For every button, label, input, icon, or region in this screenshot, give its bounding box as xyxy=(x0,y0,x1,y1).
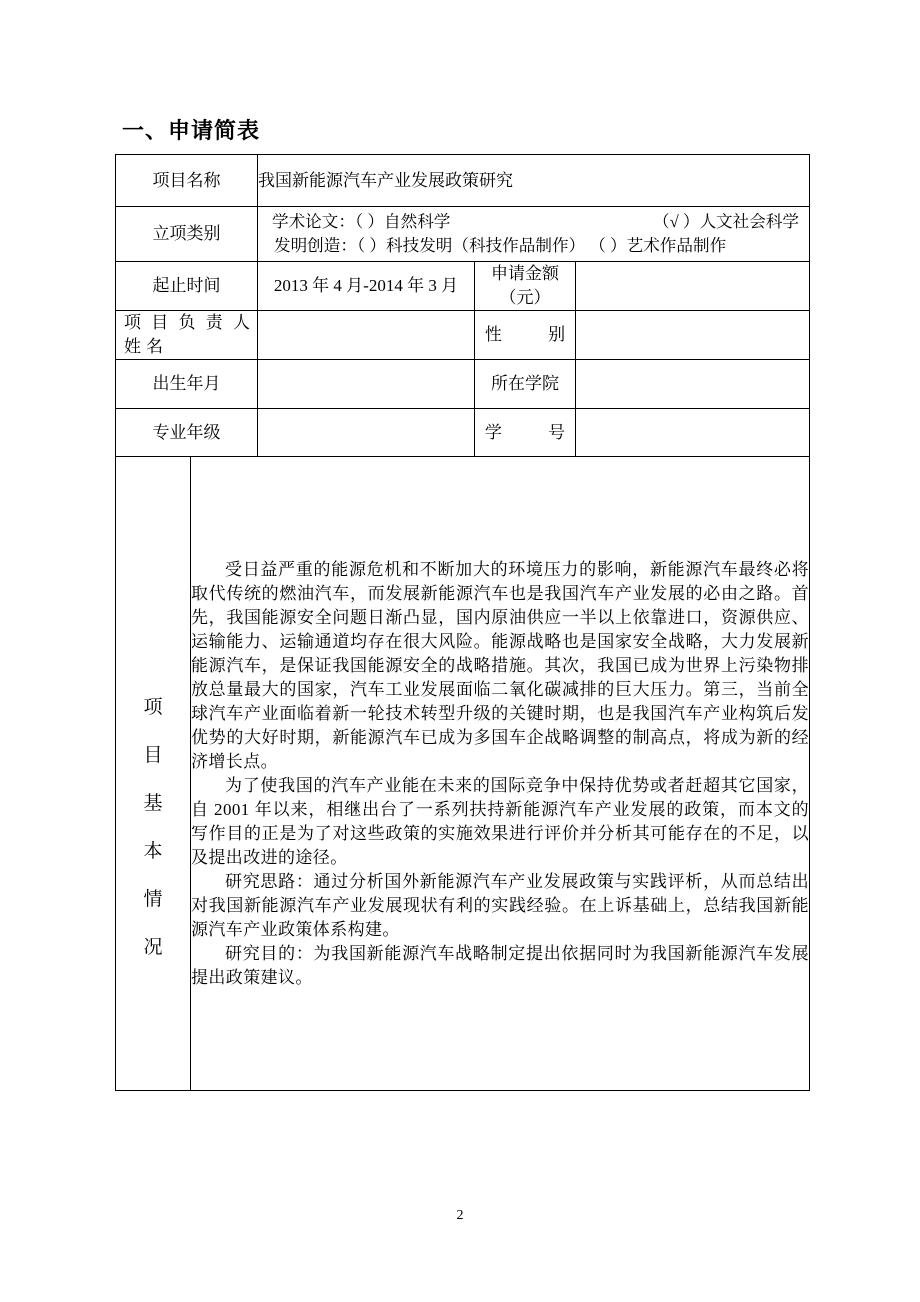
basic-info-content xyxy=(191,457,810,1091)
student-id-value xyxy=(576,409,810,457)
basic-info-label xyxy=(116,457,191,1091)
basic-info-vertical-label xyxy=(116,575,190,972)
background-paragraph: 受日益严重的能源危机和不断加大的环境压力的影响，新能源汽车最终必将取代传统的燃油汽车，而发展新能源汽车也是我国汽车产业发展的必由之路。首先，我国能源安全问题日渐凸显，国内原油供应一半以上依靠进口，资源供应、运输能力、运输通道均存在很大风险。能源战略也是国家安全战略，大力发展新能源汽车，是保证我国能源安全的战略措施。其次，我国已成为世界上污染物排放总量最大的国家，汽车工业发展面临二氧化碳减排的巨大压力。第三，当前全球汽车产业面临着新一轮技术转型升级的关键时期，也是我国汽车产业构筑后发优势的大好时期，新能源汽车已成为多国车企战略调整的制高点，将成为新的经济增长点。 xyxy=(191,559,810,771)
major-value xyxy=(258,409,475,457)
section-heading: 一、申请简表 xyxy=(122,118,261,143)
leader-name-value xyxy=(258,311,475,360)
birth-value xyxy=(258,360,475,409)
leader-label-cell xyxy=(116,311,258,360)
category-humanities-option: （√ ）人文社会科学 xyxy=(653,212,800,231)
college-label: 所在学院 xyxy=(475,360,576,409)
category-academic-option: 学术论文：（ ）自然科学 xyxy=(272,212,451,231)
student-id-label-cell xyxy=(475,409,576,457)
project-name-label: 项目名称 xyxy=(116,155,258,207)
basic-info-label-char: 项 xyxy=(143,697,163,718)
row-basic-info xyxy=(116,457,810,1091)
research-approach-paragraph: 研究思路：通过分析国外新能源汽车产业发展政策与实践评析，从而总结出对我国新能源汽车产业发展现状有利的实践经验。在上诉基础上，总结我国新能源汽车产业政策体系构建。 xyxy=(191,871,810,939)
birth-label: 出生年月 xyxy=(116,360,258,409)
gender-label: 性 别 xyxy=(484,325,566,344)
major-label: 专业年级 xyxy=(116,409,258,457)
college-value xyxy=(576,360,810,409)
leader-name-label: 项目负责人姓名 xyxy=(124,313,255,356)
project-name-value: 我国新能源汽车产业发展政策研究 xyxy=(258,155,810,207)
row-birth xyxy=(116,360,810,409)
application-form-table xyxy=(115,154,810,1091)
basic-info-label-char: 情 xyxy=(143,889,163,910)
basic-info-label-char: 本 xyxy=(143,841,163,862)
period-value xyxy=(258,262,475,311)
gender-value xyxy=(576,311,810,360)
row-period xyxy=(116,262,810,311)
basic-info-label-char: 目 xyxy=(143,745,163,766)
purpose-paragraph: 为了使我国的汽车产业能在未来的国际竞争中保持优势或者赶超其它国家，自 2001 年以来，相继出台了一系列扶持新能源汽车产业发展的政策，而本文的写作目的正是为了对这些政策的实施效果进行评价并分析其可能存在的不足，以及提出改进的途径。 xyxy=(191,775,810,867)
category-value xyxy=(258,207,810,262)
category-label: 立项类别 xyxy=(116,207,258,262)
row-project-name xyxy=(116,155,810,207)
basic-info-label-char: 况 xyxy=(143,937,163,958)
page-number: 2 xyxy=(456,1208,464,1223)
category-line-1 xyxy=(258,210,809,234)
amount-value xyxy=(576,262,810,311)
period-dates: 2013 年 4 月-2014 年 3 月 xyxy=(273,276,459,295)
basic-info-label-char: 基 xyxy=(143,793,163,814)
student-id-label: 学 号 xyxy=(484,422,566,442)
category-invention-line: 发明创造：（ ）科技发明（科技作品制作） （ ）艺术作品制作 xyxy=(274,236,727,255)
row-leader xyxy=(116,311,810,360)
research-goal-paragraph: 研究目的：为我国新能源汽车战略制定提出依据同时为我国新能源汽车发展提出政策建议。 xyxy=(191,943,810,987)
row-category xyxy=(116,207,810,262)
row-major xyxy=(116,409,810,457)
gender-label-cell xyxy=(475,311,576,360)
amount-label: 申请金额（元） xyxy=(475,262,576,311)
period-label: 起止时间 xyxy=(116,262,258,311)
